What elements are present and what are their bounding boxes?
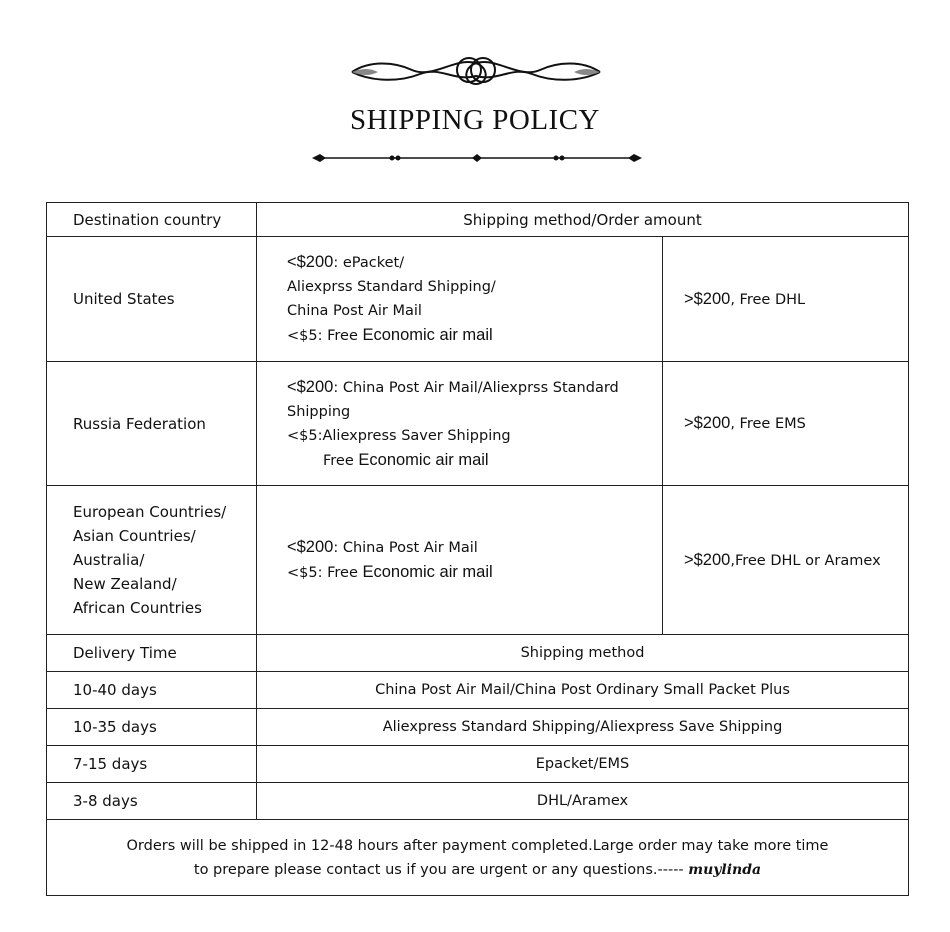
country-name: United States	[73, 290, 175, 308]
delivery-time: 3-8 days	[47, 783, 257, 820]
delivery-header-row	[47, 635, 909, 672]
footer-note	[47, 820, 909, 896]
table-row	[47, 672, 909, 709]
amount-label: >$200	[684, 414, 731, 432]
delivery-time: 10-35 days	[47, 709, 257, 746]
delivery-method: DHL/Aramex	[257, 783, 909, 820]
amount-label: <$200	[287, 538, 334, 556]
under-200-cell	[257, 362, 663, 486]
amount-label: <$200	[287, 253, 334, 271]
method-text: Economic air mail	[358, 450, 489, 469]
over-200-cell	[663, 237, 909, 362]
amount-label: <$5: Free	[287, 565, 363, 581]
table-row	[47, 709, 909, 746]
under-200-cell	[257, 486, 663, 635]
delivery-time: 10-40 days	[47, 672, 257, 709]
method-text: , Free EMS	[730, 416, 806, 432]
method-text: , Free DHL	[730, 291, 806, 308]
flourish-ornament-icon	[350, 48, 602, 92]
method-text: China Post Air Mail	[287, 303, 422, 319]
table-row	[47, 486, 909, 635]
over-200-cell	[663, 486, 909, 635]
table-header-row	[47, 203, 909, 237]
method-text: : ePacket/	[333, 255, 405, 271]
method-text: : China Post Air Mail/Aliexprss Standard	[333, 379, 619, 396]
country-cell	[47, 237, 257, 362]
footer-row	[47, 820, 909, 896]
method-text: Economic air mail	[362, 563, 493, 581]
shipping-method-header: Shipping method	[257, 635, 909, 672]
divider-ornament-icon	[312, 150, 642, 166]
method-text: Shipping	[287, 403, 351, 420]
delivery-method: Aliexpress Standard Shipping/Aliexpress Save Shipping	[257, 709, 909, 746]
table-row	[47, 746, 909, 783]
table-row	[47, 362, 909, 486]
method-text: : China Post Air Mail	[333, 540, 478, 556]
country-name: African Countries	[73, 599, 202, 617]
delivery-method: China Post Air Mail/China Post Ordinary Small Packet Plus	[257, 672, 909, 709]
method-text: <$5:Aliexpress Saver Shipping	[287, 427, 511, 444]
country-name: Asian Countries/	[73, 527, 196, 545]
country-name: European Countries/	[73, 503, 227, 521]
under-200-cell	[257, 237, 663, 362]
method-amount-header: Shipping method/Order amount	[257, 203, 909, 237]
signature: muylinda	[688, 861, 762, 878]
over-200-cell	[663, 362, 909, 486]
table-row	[47, 783, 909, 820]
amount-label: >$200	[684, 550, 731, 569]
shipping-policy-table	[46, 202, 909, 896]
footer-line: to prepare please contact us if you are urgent or any questions.-----	[193, 861, 684, 878]
amount-label: >$200	[684, 289, 731, 308]
country-cell	[47, 362, 257, 486]
method-text: ,Free DHL or Aramex	[730, 552, 881, 569]
country-cell	[47, 486, 257, 635]
destination-header: Destination country	[47, 203, 257, 237]
delivery-time: 7-15 days	[47, 746, 257, 783]
delivery-time-header: Delivery Time	[47, 635, 257, 672]
amount-label: <$200	[287, 377, 334, 396]
footer-line: Orders will be shipped in 12-48 hours after payment completed.Large order may take more time	[126, 837, 829, 854]
country-name: New Zealand/	[73, 575, 177, 593]
table-row	[47, 237, 909, 362]
country-name: Russia Federation	[73, 414, 206, 433]
country-name: Australia/	[73, 551, 145, 569]
amount-label: Free	[323, 452, 359, 469]
method-text: Economic air mail	[362, 326, 493, 344]
method-text: Aliexprss Standard Shipping/	[287, 279, 496, 295]
delivery-method: Epacket/EMS	[257, 746, 909, 783]
page-title: SHIPPING POLICY	[349, 104, 600, 136]
amount-label: <$5: Free	[287, 328, 363, 344]
